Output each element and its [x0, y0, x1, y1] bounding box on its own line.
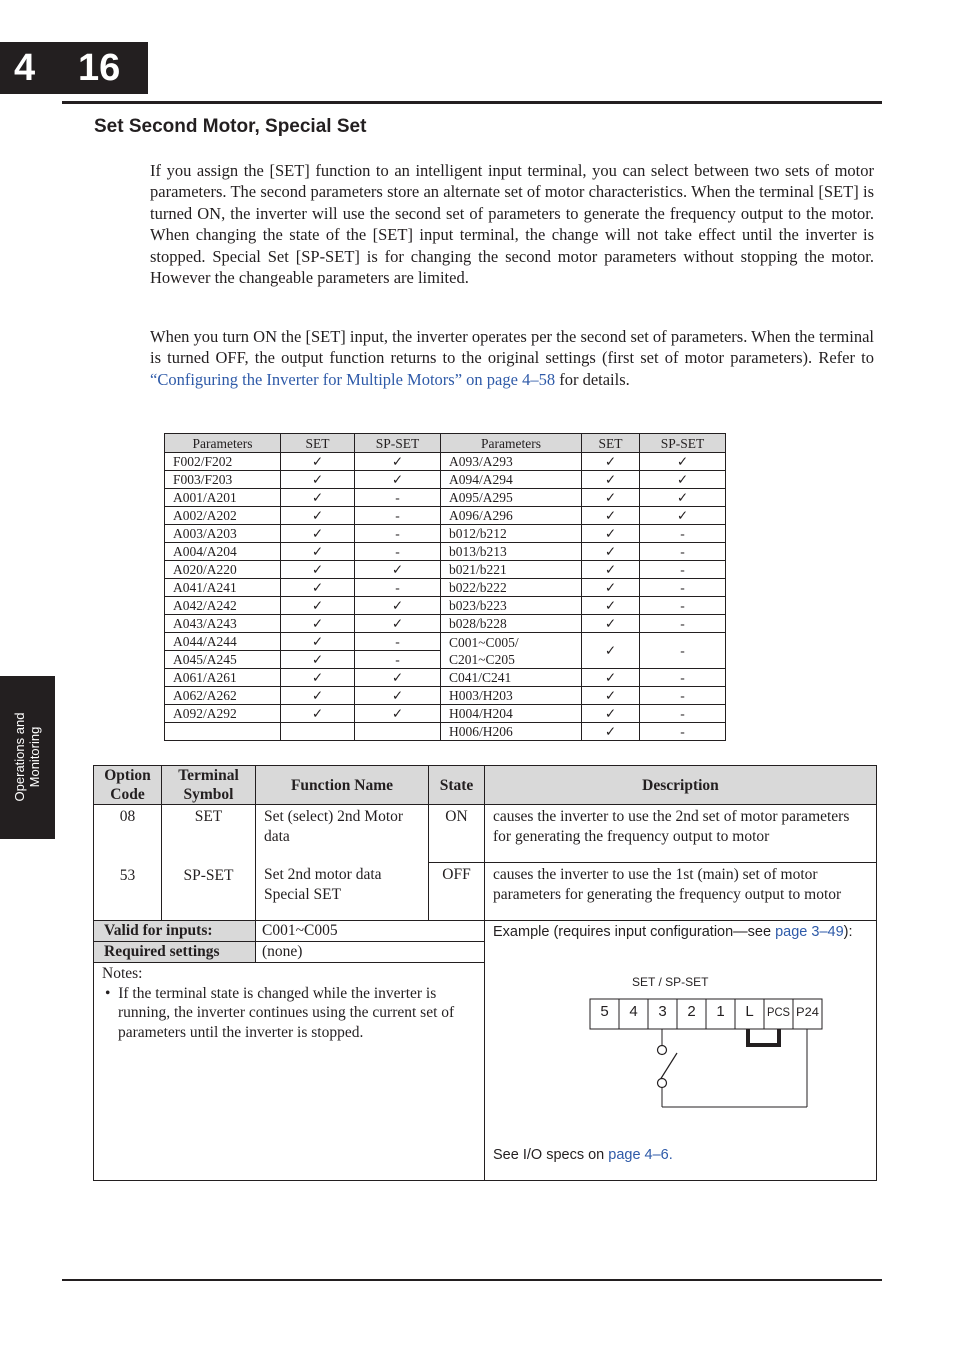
header-sp-set: SP-SET: [355, 434, 441, 453]
section-title: Set Second Motor, Special Set: [94, 116, 367, 137]
set-mark: ✓: [281, 471, 355, 489]
sp-set-mark: -: [355, 543, 441, 561]
sp-set-mark: -: [355, 633, 441, 651]
jumper: [748, 1029, 779, 1045]
parameter-name: A001/A201: [165, 489, 281, 507]
set-mark: ✓: [281, 453, 355, 471]
switch-contact-bottom: [658, 1079, 667, 1088]
state-on: ON: [429, 805, 485, 863]
header-parameters: Parameters: [441, 434, 582, 453]
sp-set-mark: ✓: [355, 687, 441, 705]
parameter-name: A045/A245: [165, 651, 281, 669]
sp-set-mark: ✓: [640, 453, 726, 471]
set-sp-set-label: SET / SP-SET: [632, 975, 709, 989]
terminal-label: 3: [658, 1003, 667, 1020]
sp-set-mark: -: [640, 723, 726, 741]
terminal-label: P24: [796, 1005, 820, 1019]
set-mark: ✓: [582, 471, 640, 489]
parameter-name: H006/H206: [441, 723, 582, 741]
parameter-name: H003/H203: [441, 687, 582, 705]
header-terminal-symbol: Terminal Symbol: [162, 766, 256, 805]
sp-set-mark: ✓: [355, 615, 441, 633]
set-mark: ✓: [281, 687, 355, 705]
parameter-name: A095/A295: [441, 489, 582, 507]
set-mark: ✓: [582, 669, 640, 687]
set-mark: ✓: [281, 615, 355, 633]
sp-set-mark: -: [640, 687, 726, 705]
description-off: causes the inverter to use the 1st (main) set of motor parameters for generating the frequency output to motor: [485, 863, 877, 921]
parameter-name: A096/A296: [441, 507, 582, 525]
set-mark: ✓: [281, 651, 355, 669]
set-mark: ✓: [281, 525, 355, 543]
sp-set-mark: ✓: [355, 561, 441, 579]
sp-set-mark: -: [640, 561, 726, 579]
sp-set-mark: -: [640, 525, 726, 543]
set-mark: ✓: [582, 597, 640, 615]
terminal-symbol-set: SET: [194, 808, 223, 825]
set-mark: ✓: [582, 633, 640, 669]
sp-set-mark: ✓: [355, 597, 441, 615]
set-mark: ✓: [582, 489, 640, 507]
page-number: 16: [78, 47, 121, 89]
example-text: Example (requires input configuration—see: [493, 924, 776, 940]
header-set: SET: [281, 434, 355, 453]
set-mark: ✓: [582, 579, 640, 597]
note-bullet: •: [105, 984, 111, 1002]
state-off: OFF: [429, 863, 485, 921]
parameter-name: A043/A243: [165, 615, 281, 633]
parameter-name-line-1: C001~C005/: [449, 634, 519, 650]
parameter-name: b023/b223: [441, 597, 582, 615]
header-parameters: Parameters: [165, 434, 281, 453]
notes-label: Notes:: [102, 965, 143, 982]
set-mark: ✓: [582, 525, 640, 543]
paragraph-2-text: When you turn ON the [SET] input, the inverter operates per the second set of parameters. When the terminal is turned OFF, the output function returns to the original settings (first set of motor parameters). Refer to: [150, 327, 874, 368]
parameter-name: A061/A261: [165, 669, 281, 687]
sp-set-mark: ✓: [640, 507, 726, 525]
set-mark: ✓: [582, 615, 640, 633]
parameter-name: b028/b228: [441, 615, 582, 633]
parameter-name: A092/A292: [165, 705, 281, 723]
parameter-name: b012/b212: [441, 525, 582, 543]
sp-set-mark: -: [640, 633, 726, 669]
set-mark: ✓: [582, 705, 640, 723]
set-mark: ✓: [582, 543, 640, 561]
parameter-name: A003/A203: [165, 525, 281, 543]
sp-set-mark: -: [640, 543, 726, 561]
parameter-name: A020/A220: [165, 561, 281, 579]
header-function-name: Function Name: [256, 766, 429, 805]
parameter-name: A044/A244: [165, 633, 281, 651]
terminal-label: 5: [600, 1003, 609, 1020]
required-settings-label: Required settings: [94, 942, 256, 963]
sp-set-mark: ✓: [355, 471, 441, 489]
set-mark: ✓: [281, 543, 355, 561]
parameter-name: H004/H204: [441, 705, 582, 723]
sp-set-mark: -: [640, 669, 726, 687]
sp-set-mark: ✓: [640, 471, 726, 489]
sp-set-mark: ✓: [355, 669, 441, 687]
sp-set-mark: -: [355, 507, 441, 525]
paragraph-1: If you assign the [SET] function to an intelligent input terminal, you can select between two sets of motor parameters. The second parameters store an alternate set of motor characteristics. When the terminal [SET] is turned ON, the inverter will use the second set of parameters to generate the frequency output to the motor. When changing the state of the [SET] input terminal, the change will not take effect until the inverter is stopped. Special Set [SP-SET] is for changing the second motor parameters without stopping the motor. However the changeable parameters are limited.: [150, 161, 874, 288]
example-text-end: ):: [843, 924, 853, 940]
function-name-sp-set: Set 2nd motor data Special SET: [264, 866, 382, 903]
set-mark: ✓: [582, 561, 640, 579]
parameter-name: A042/A242: [165, 597, 281, 615]
set-mark: ✓: [582, 507, 640, 525]
valid-for-inputs-label: Valid for inputs:: [94, 921, 256, 942]
header-sp-set: SP-SET: [640, 434, 726, 453]
set-mark: ✓: [281, 669, 355, 687]
set-mark: ✓: [281, 579, 355, 597]
terminal-label: L: [745, 1003, 754, 1020]
set-mark: ✓: [281, 597, 355, 615]
terminal-label: 1: [716, 1003, 725, 1020]
terminal-strip: [590, 999, 822, 1029]
io-specs-text: See I/O specs on: [493, 1147, 609, 1163]
set-mark: ✓: [582, 723, 640, 741]
sp-set-mark: -: [355, 579, 441, 597]
terminal-label: PCS: [767, 1005, 790, 1019]
parameter-name: F003/F203: [165, 471, 281, 489]
set-mark: ✓: [582, 687, 640, 705]
parameter-name: A041/A241: [165, 579, 281, 597]
set-mark: ✓: [281, 507, 355, 525]
switch-blade: [660, 1053, 677, 1080]
parameter-name: A004/A204: [165, 543, 281, 561]
parameter-name: A002/A202: [165, 507, 281, 525]
valid-for-inputs-value: C001~C005: [256, 921, 485, 942]
parameter-name: C041/C241: [441, 669, 582, 687]
header-description: Description: [485, 766, 877, 805]
sp-set-mark: ✓: [355, 453, 441, 471]
set-mark: ✓: [281, 705, 355, 723]
option-code-08: 08: [119, 808, 136, 825]
parameter-name: A062/A262: [165, 687, 281, 705]
sp-set-mark: -: [640, 615, 726, 633]
sp-set-mark: -: [640, 705, 726, 723]
side-tab-line-1: Operations and: [12, 712, 27, 802]
set-mark: ✓: [582, 453, 640, 471]
parameter-name: b022/b222: [441, 579, 582, 597]
switch-contact-top: [658, 1046, 667, 1055]
sp-set-mark: -: [355, 525, 441, 543]
set-mark: ✓: [281, 561, 355, 579]
multiple-motors-link[interactable]: “Configuring the Inverter for Multiple Motors” on page 4–58: [150, 369, 556, 389]
footer-rule: [62, 1279, 882, 1281]
sp-set-mark: -: [640, 579, 726, 597]
option-code-53: 53: [119, 866, 136, 884]
function-name-set: Set (select) 2nd Motor data: [264, 808, 404, 845]
sp-set-mark: ✓: [355, 705, 441, 723]
input-config-link[interactable]: page 3–49: [775, 924, 844, 940]
parameter-name: F002/F202: [165, 453, 281, 471]
parameter-name: A093/A293: [441, 453, 582, 471]
parameter-name: A094/A294: [441, 471, 582, 489]
parameter-name: b013/b213: [441, 543, 582, 561]
sp-set-mark: -: [640, 597, 726, 615]
sp-set-mark: ✓: [640, 489, 726, 507]
side-tab-line-2: Monitoring: [27, 726, 42, 788]
header-set: SET: [582, 434, 640, 453]
chapter-number: 4: [14, 47, 36, 89]
io-specs-link[interactable]: page 4–6.: [608, 1147, 673, 1163]
parameter-name-line-2: C201~C205: [449, 651, 515, 667]
description-on: causes the inverter to use the 2nd set of motor parameters for generating the frequency output to motor: [485, 805, 877, 863]
terminal-label: 2: [687, 1003, 696, 1020]
parameter-name: b021/b221: [441, 561, 582, 579]
terminal-symbol-sp-set: SP-SET: [183, 866, 234, 884]
sp-set-mark: -: [355, 489, 441, 507]
paragraph-2-tail: for details.: [555, 369, 630, 389]
note-text: If the terminal state is changed while the inverter is running, the inverter continues using the current set of parameters until the inverter is stopped.: [118, 984, 455, 1041]
terminal-label: 4: [629, 1003, 638, 1020]
sp-set-mark: -: [355, 651, 441, 669]
required-settings-value: (none): [256, 942, 485, 963]
header-option-code: Option Code: [94, 766, 162, 805]
set-mark: ✓: [281, 489, 355, 507]
set-mark: ✓: [281, 633, 355, 651]
header-state: State: [429, 766, 485, 805]
